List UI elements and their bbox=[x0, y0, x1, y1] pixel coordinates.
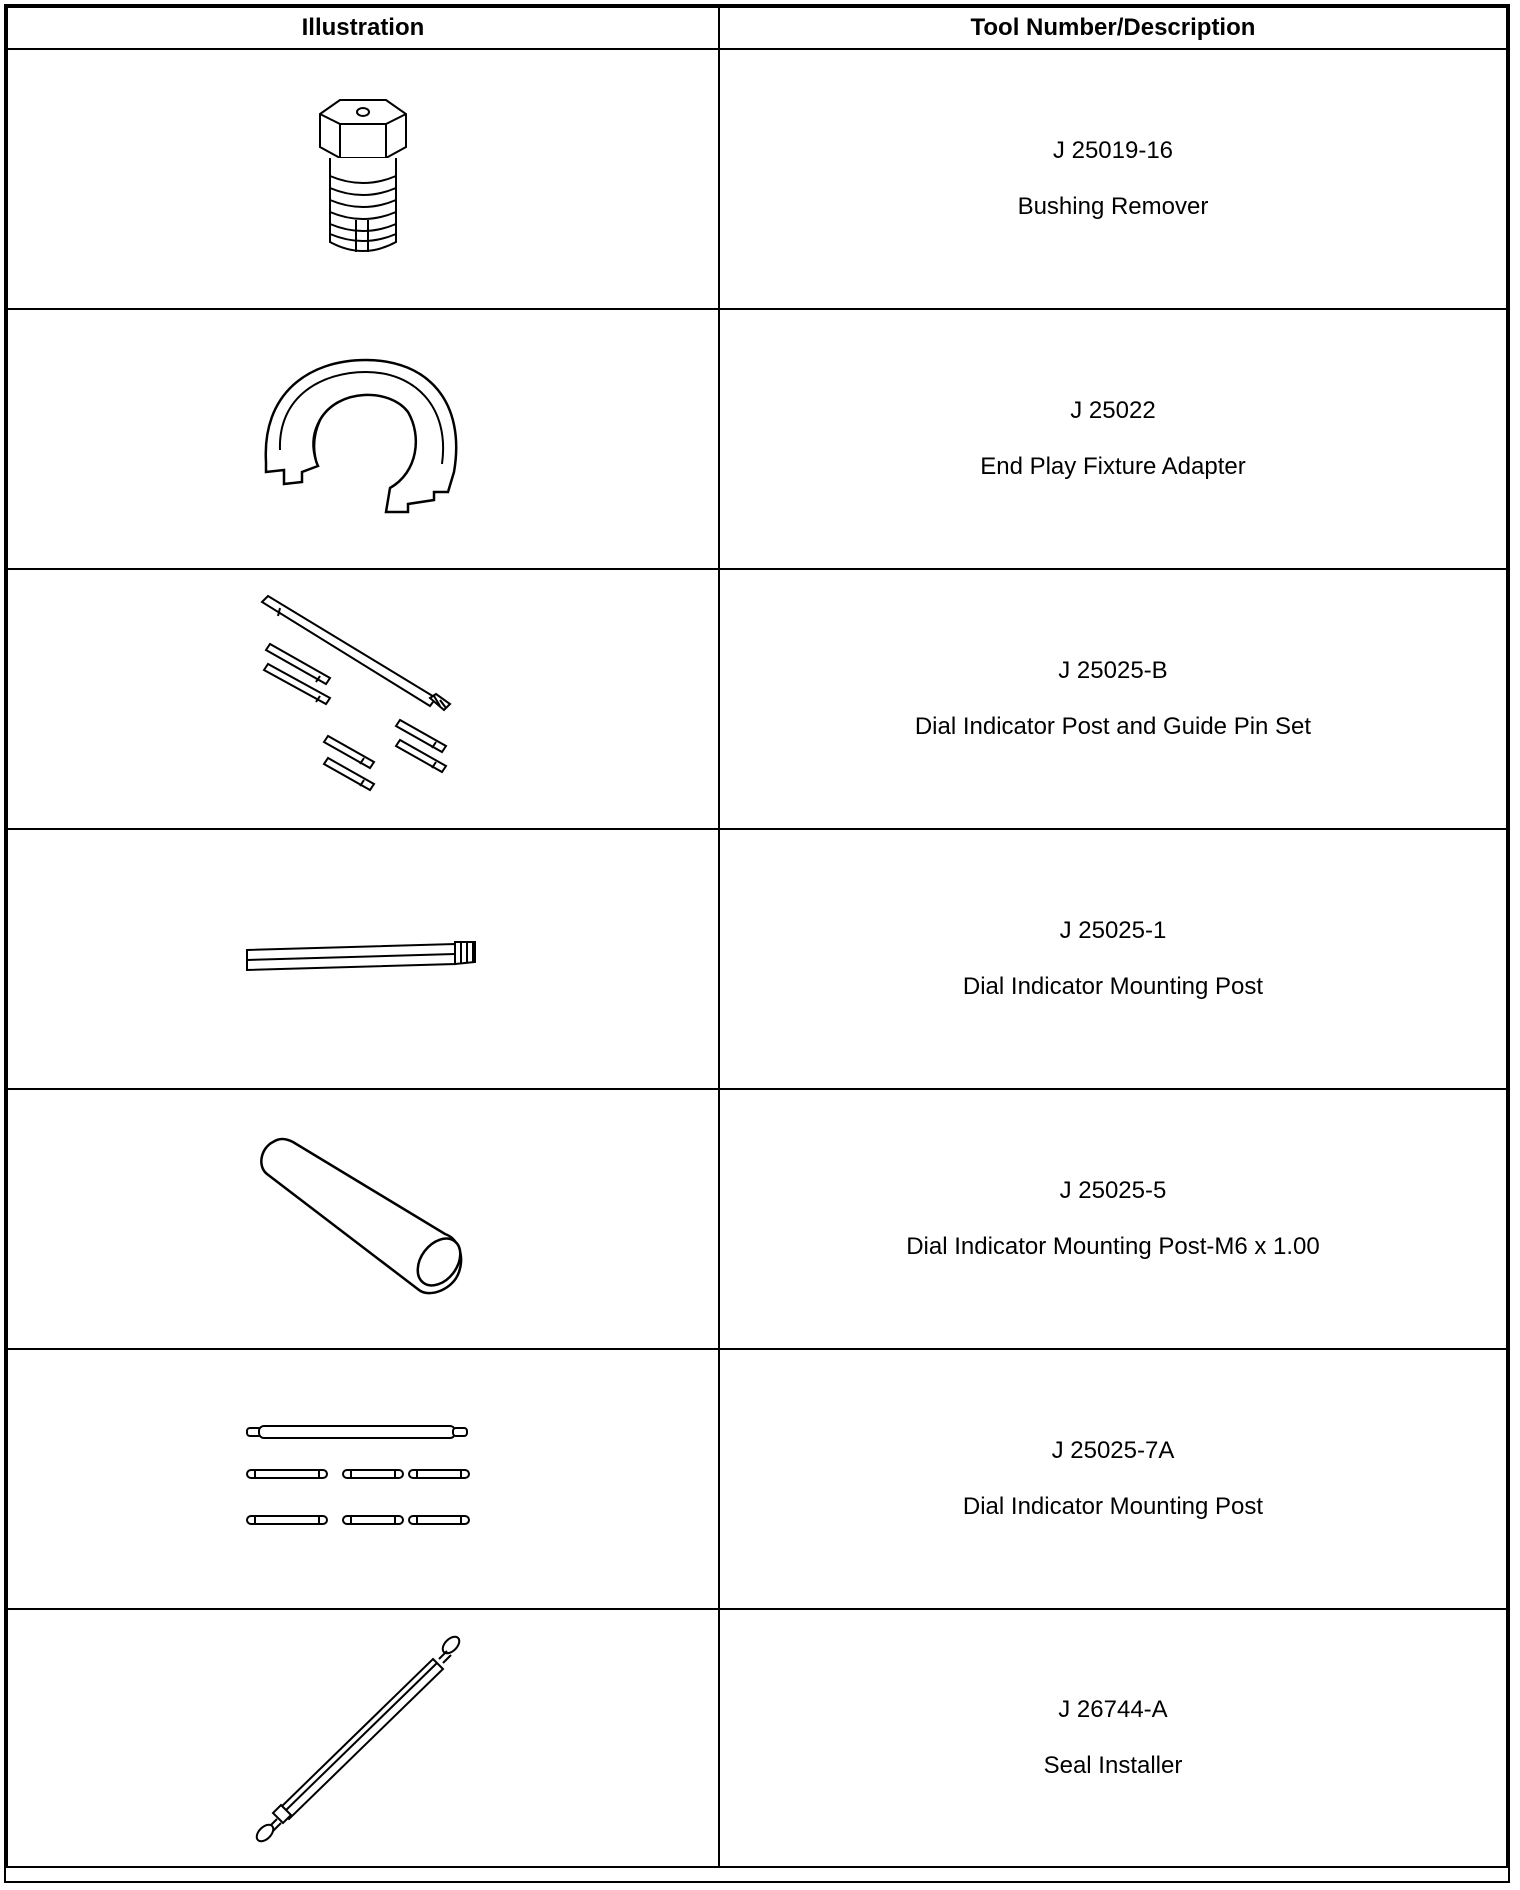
guide-pin-set-icon bbox=[258, 594, 468, 804]
tool-description: Dial Indicator Mounting Post bbox=[962, 1492, 1264, 1520]
special-tools-table bbox=[6, 6, 1508, 1868]
tool-description-cell bbox=[719, 49, 1507, 309]
tool-description-cell bbox=[719, 829, 1507, 1089]
tool-description-cell bbox=[719, 309, 1507, 569]
tool-description: Dial Indicator Post and Guide Pin Set bbox=[914, 712, 1312, 740]
bushing-remover-icon bbox=[298, 92, 428, 267]
tool-number: J 25025-1 bbox=[1059, 916, 1167, 944]
illustration-cell bbox=[7, 829, 719, 1089]
tool-description-cell bbox=[719, 1609, 1507, 1867]
tool-number: J 25025-5 bbox=[1059, 1176, 1167, 1204]
tool-description-cell bbox=[719, 1349, 1507, 1609]
tool-description: Dial Indicator Mounting Post bbox=[962, 972, 1264, 1000]
illustration-cell bbox=[7, 1609, 719, 1867]
tool-description-cell bbox=[719, 1089, 1507, 1349]
end-play-fixture-adapter-icon bbox=[258, 354, 468, 524]
table-row bbox=[7, 49, 1507, 309]
table-row bbox=[7, 569, 1507, 829]
table-row bbox=[7, 1609, 1507, 1867]
table-row bbox=[7, 309, 1507, 569]
tool-description: Bushing Remover bbox=[1017, 192, 1209, 220]
table-row bbox=[7, 1349, 1507, 1609]
illustration-cell bbox=[7, 309, 719, 569]
header-illustration: Illustration bbox=[7, 7, 719, 49]
illustration-cell bbox=[7, 1089, 719, 1349]
tool-description: Seal Installer bbox=[1043, 1751, 1183, 1779]
tool-description: End Play Fixture Adapter bbox=[980, 452, 1246, 480]
mounting-pin-set-icon bbox=[243, 1424, 483, 1534]
seal-installer-icon bbox=[253, 1633, 473, 1843]
tool-number: J 26744-A bbox=[1058, 1695, 1168, 1723]
tool-number: J 25022 bbox=[1070, 396, 1156, 424]
table-header-row bbox=[7, 7, 1507, 49]
tool-number: J 25025-B bbox=[1058, 656, 1168, 684]
tool-description: Dial Indicator Mounting Post-M6 x 1.00 bbox=[906, 1232, 1320, 1260]
illustration-cell bbox=[7, 1349, 719, 1609]
illustration-cell bbox=[7, 49, 719, 309]
tool-number: J 25025-7A bbox=[1051, 1436, 1175, 1464]
table-row bbox=[7, 1089, 1507, 1349]
tool-description-cell bbox=[719, 569, 1507, 829]
mounting-post-icon bbox=[243, 934, 483, 984]
tool-number: J 25019-16 bbox=[1052, 136, 1174, 164]
table-row bbox=[7, 829, 1507, 1089]
cylinder-post-icon bbox=[253, 1134, 473, 1304]
header-tool-number-description: Tool Number/Description bbox=[719, 7, 1507, 49]
illustration-cell bbox=[7, 569, 719, 829]
